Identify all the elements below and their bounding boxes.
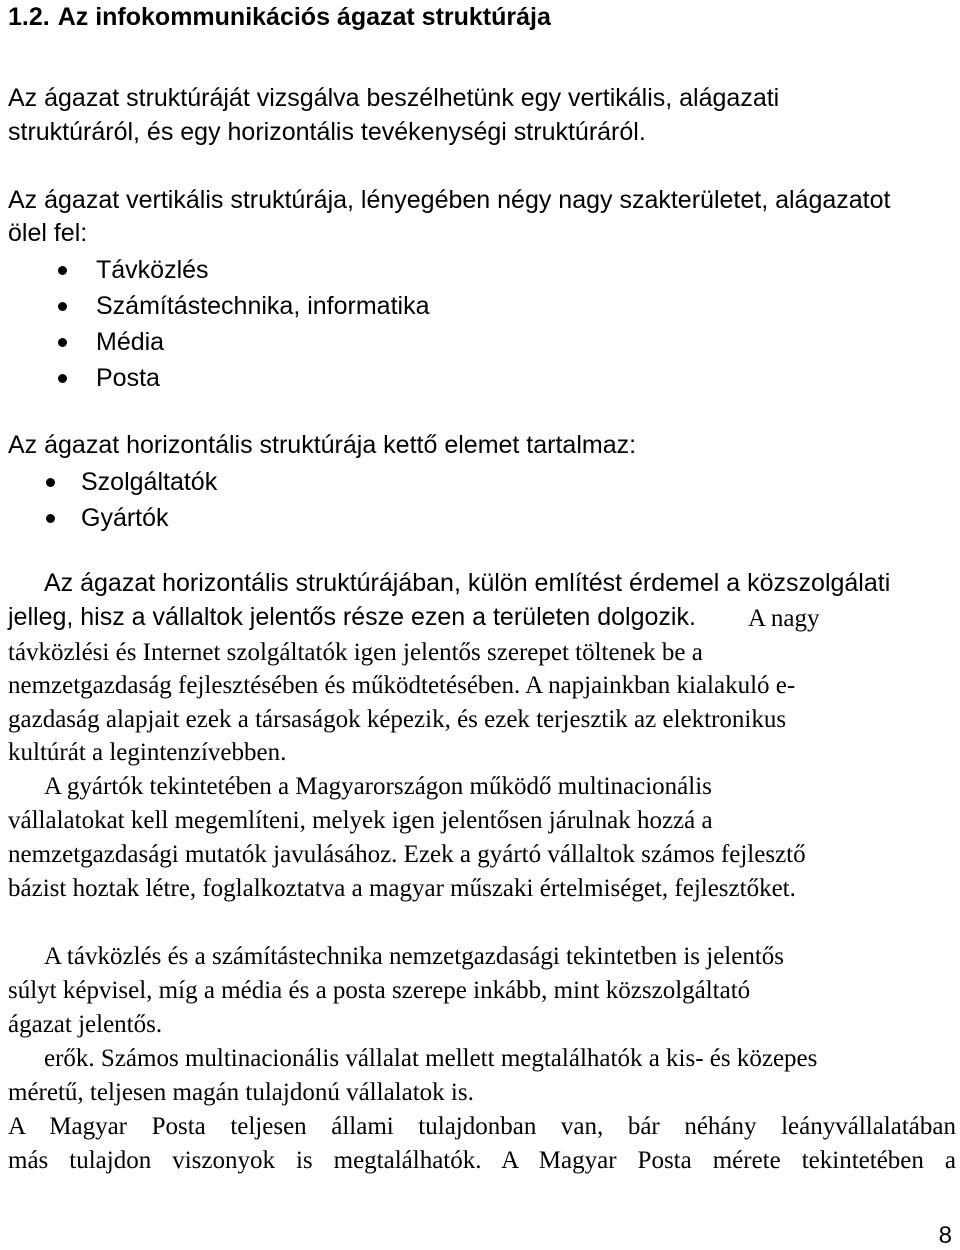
manufacturers-line-3: nemzetgazdasági mutatók javulásához. Ezek a gyártó vállaltok számos fejlesztő	[8, 841, 806, 868]
horizontal-structure-list	[81, 464, 217, 536]
providers-line-3: nemzetgazdaság fejlesztésében és működtetésében. A napjainkban kialakuló e-	[8, 672, 796, 699]
manufacturers-line-4: bázist hoztak létre, foglalkoztatva a magyar műszaki értelmiséget, fejlesztőket.	[8, 875, 796, 902]
list-item: Szolgáltatók	[81, 464, 217, 500]
vertical-intro-line-2: ölel fel:	[8, 219, 88, 247]
section-number: 1.2.	[8, 3, 50, 31]
page-number: 8	[938, 1222, 952, 1249]
list-item: Számítástechnika, informatika	[96, 288, 429, 324]
telecom-line-1: A távközlés és a számítástechnika nemzetgazdasági tekintetben is jelentős	[44, 943, 785, 970]
providers-line-1: A nagy	[748, 605, 820, 632]
list-item: Távközlés	[96, 252, 429, 288]
public-service-line-1: Az ágazat horizontális struktúrájában, külön említést érdemel a közszolgálati	[44, 569, 891, 597]
list-item: Posta	[96, 360, 429, 396]
vertical-structure-list	[96, 252, 429, 396]
list-item: Média	[96, 324, 429, 360]
bullet-icon	[58, 266, 67, 275]
telecom-line-2: súlyt képvisel, míg a média és a posta szerepe inkább, mint közszolgáltató	[8, 977, 751, 1004]
post-line-2: más tulajdon viszonyok is megtalálhatók. A Magyar Posta mérete tekintetében a	[8, 1147, 956, 1174]
manufacturers-line-1: A gyártók tekintetében a Magyarországon működő multinacionális	[44, 773, 712, 800]
intro-line-2: struktúráról, és egy horizontális tevékenységi struktúráról.	[8, 118, 646, 146]
providers-line-5: kultúrát a legintenzívebben.	[8, 739, 287, 766]
list-item: Gyártók	[81, 500, 217, 536]
telecom-line-5: méretű, teljesen magán tulajdonú vállalatok is.	[8, 1079, 474, 1106]
intro-line-1: Az ágazat struktúráját vizsgálva beszélhetünk egy vertikális, alágazati	[8, 84, 780, 112]
horizontal-intro: Az ágazat horizontális struktúrája kettő elemet tartalmaz:	[8, 431, 637, 459]
manufacturers-line-2: vállalatokat kell megemlíteni, melyek igen jelentősen járulnak hozzá a	[8, 807, 713, 834]
bullet-icon	[46, 514, 55, 523]
bullet-icon	[58, 338, 67, 347]
providers-line-4: gazdaság alapjait ezek a társaságok képezik, és ezek terjesztik az elektronikus	[8, 706, 787, 733]
section-title: Az infokommunikációs ágazat struktúrája	[57, 3, 551, 31]
public-service-line-2: jelleg, hisz a vállaltok jelentős része ezen a területen dolgozik.	[8, 603, 696, 631]
telecom-line-3: ágazat jelentős.	[8, 1011, 163, 1038]
providers-line-2: távközlési és Internet szolgáltatók igen jelentős szerepet töltenek be a	[8, 639, 703, 666]
bullet-icon	[58, 302, 67, 311]
bullet-icon	[58, 374, 67, 383]
section-heading	[8, 2, 551, 32]
bullet-icon	[46, 478, 55, 487]
telecom-line-4: erők. Számos multinacionális vállalat mellett megtalálhatók a kis- és közepes	[44, 1045, 818, 1072]
vertical-intro-line-1: Az ágazat vertikális struktúrája, lényegében négy nagy szakterületet, alágazatot	[8, 186, 891, 214]
post-line-1: A Magyar Posta teljesen állami tulajdonban van, bár néhány leányvállalatában	[8, 1113, 956, 1140]
